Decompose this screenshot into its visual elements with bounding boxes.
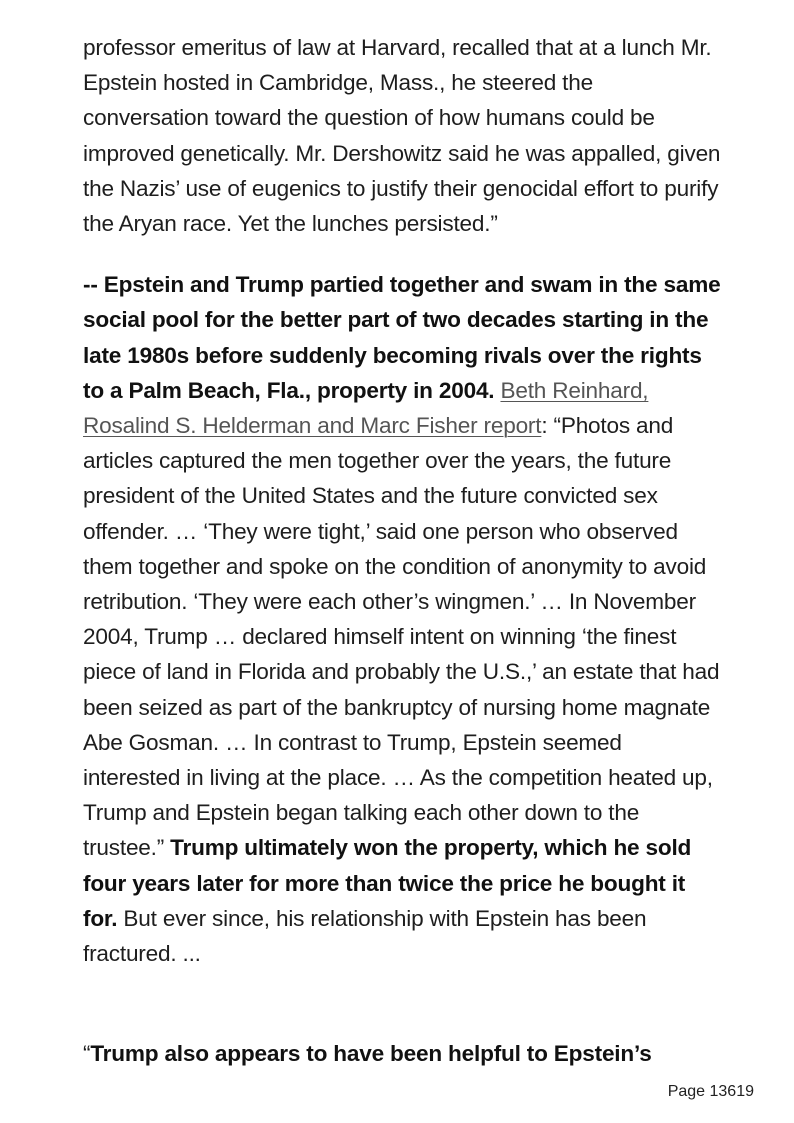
paragraph-dershowitz-quote: professor emeritus of law at Harvard, recalled that at a lunch Mr. Epstein hosted in Cambridge, Mass., he steered the conversation toward the question of how humans could be improved genetically. Mr. Dershowitz said he was appalled, given the Nazis’ use of eugenics to justify their genocidal effort to purify the Aryan race. Yet the lunches persisted.” <box>83 35 721 237</box>
paragraph-trump-epstein <box>83 267 723 971</box>
page-number: Page 13619 <box>667 1083 754 1100</box>
bold-property-sentence: Trump ultimately won the property, which he sold four years later for more than twice the price he bought it for. <box>83 835 692 931</box>
report-link[interactable]: Beth Reinhard, Rosalind S. Helderman and Marc Fisher report <box>83 377 649 439</box>
bold-cutoff-sentence: Trump also appears to have been helpful to Epstein’s <box>90 1041 652 1066</box>
report-quote: : “Photos and articles captured the men together over the years, the future president of the United States and the future convicted sex offender. … ‘They were tight,’ said one person who observed them together and spoke on the condition of anonymity to avoid retribution. ‘They were each other’s wingmen.’ … In November 2004, Trump … declared himself intent on winning ‘the finest piece of land in Florida and probably the U.S.,’ an estate that had been seized as part of the bankruptcy of nursing home magnate Abe Gosman. … In contrast to Trump, Epstein seemed interested in living at the place. … As the competition heated up, Trump and Epstein began talking each other down to the trustee.” <box>83 413 720 861</box>
document-body <box>83 30 723 971</box>
bold-lead-sentence: -- Epstein and Trump partied together and swam in the same social pool for the better part of two decades starting in the late 1980s before suddenly becoming rivals over the rights to a Palm Beach, Fla., property in 2004. <box>83 272 721 403</box>
fractured-sentence: But ever since, his relationship with Epstein has been fractured. ... <box>83 905 647 967</box>
open-quote: “ <box>83 1041 91 1066</box>
